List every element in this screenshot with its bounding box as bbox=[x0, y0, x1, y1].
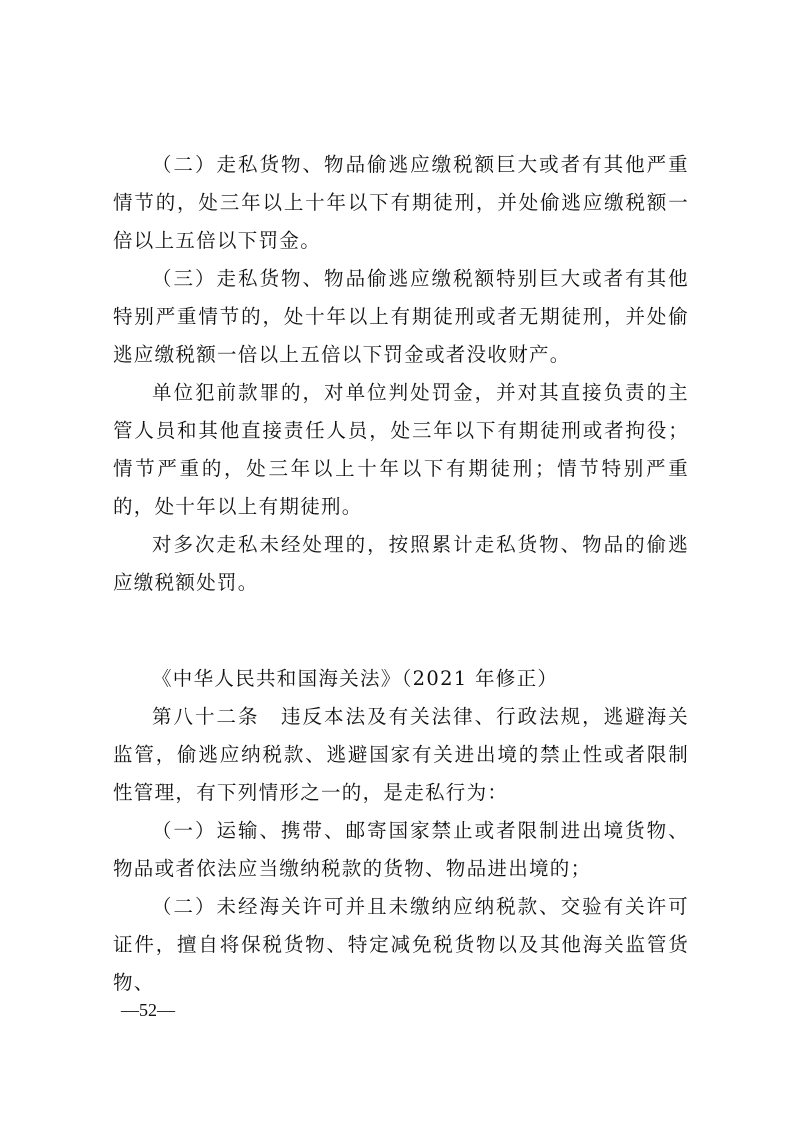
paragraph-repeated-smuggling: 对多次走私未经处理的，按照累计走私货物、物品的偷逃应缴税额处罚。 bbox=[113, 533, 689, 594]
article-82-item-1: （一）运输、携带、邮寄国家禁止或者限制进出境货物、物品或者依法应当缴纳税款的货物、物品进出境的； bbox=[113, 819, 689, 880]
paragraph-especially-serious-smuggling: （三）走私货物、物品偷逃应缴税额特别巨大或者有其他特别严重情节的，处十年以上有期徒刑或者无期徒刑，并处偷逃应缴税额一倍以上五倍以下罚金或者没收财产。 bbox=[113, 267, 689, 366]
article-82-item-2: （二）未经海关许可并且未缴纳应纳税款、交验有关许可证件，擅自将保税货物、特定减免税货物以及其他海关监管货物、 bbox=[113, 895, 689, 994]
paragraph-unit-crime: 单位犯前款罪的，对单位判处罚金，并对其直接负责的主管人员和其他直接责任人员，处三年以下有期徒刑或者拘役；情节严重的，处三年以上十年以下有期徒刑；情节特别严重的，处十年以上有期徒刑。 bbox=[113, 381, 689, 518]
page-number: —52— bbox=[121, 1000, 175, 1020]
article-82: 第八十二条 违反本法及有关法律、行政法规，逃避海关监管，偷逃应纳税款、逃避国家有关进出境的禁止性或者限制性管理，有下列情形之一的，是走私行为： bbox=[113, 705, 689, 804]
paragraph-serious-smuggling: （二）走私货物、物品偷逃应缴税额巨大或者有其他严重情节的，处三年以上十年以下有期徒刑，并处偷逃应缴税额一倍以上五倍以下罚金。 bbox=[113, 153, 689, 252]
law-title: 《中华人民共和国海关法》（2021 年修正） bbox=[152, 667, 559, 690]
